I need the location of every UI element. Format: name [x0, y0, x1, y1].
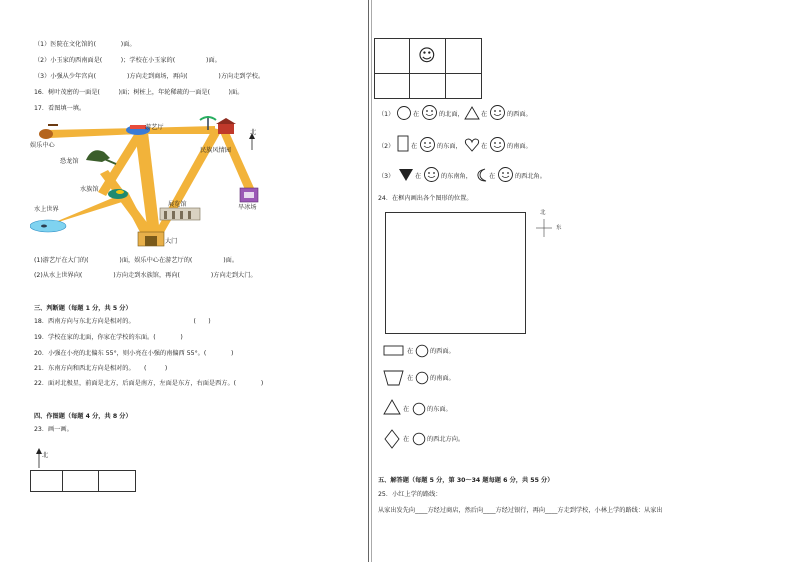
- r3-num: （3）: [378, 173, 395, 180]
- gate-icon: [138, 232, 164, 246]
- circle-icon: [415, 344, 429, 358]
- r3-southeast-of: 的东南角，: [441, 173, 472, 180]
- r3-at2: 在: [489, 173, 496, 180]
- s4-at: 在: [403, 436, 410, 443]
- map-label-arcade: 游艺厅: [145, 124, 164, 131]
- r2-south-of: 的南面。: [507, 143, 532, 150]
- question-21: 21．东南方向和西北方向是相对的。 ( ): [34, 365, 168, 372]
- s3-east-of: 的东面。: [427, 406, 452, 413]
- aquarium-icon: [108, 189, 128, 199]
- dinosaur-icon: [86, 150, 116, 164]
- top-grid-cell[interactable]: [445, 73, 482, 99]
- skating-rink-icon: [240, 188, 258, 202]
- smiley-icon: [423, 166, 440, 183]
- s1-west-of: 的西面。: [430, 348, 455, 355]
- smiley-icon: [419, 136, 436, 153]
- question-17: 17．看图填一填。: [34, 105, 86, 112]
- top-grid-cell[interactable]: [374, 38, 410, 74]
- section-3-title: 三、判断题（每题 1 分，共 5 分）: [34, 305, 132, 312]
- compass-east-label: 东: [556, 225, 562, 231]
- question-15-3: （3）小强从少年宫向( )方向走到商场，再向( )方向走到学校。: [34, 73, 265, 80]
- r2-at2: 在: [481, 143, 488, 150]
- diamond-icon: [384, 429, 400, 449]
- heart-icon: [464, 137, 480, 153]
- question-16: 16．树叶茂密的一面是( )面；树桩上，年轮稀疏的一面是( )面。: [34, 89, 244, 96]
- question-25-text: 从家出发先向____方经过商店，然后向____方经过银行，再向____方走到学校，小林上学的路线：从家出: [378, 507, 663, 514]
- map-label-skating: 旱冰场: [238, 204, 257, 211]
- top-grid-cell[interactable]: [409, 73, 446, 99]
- s2-south-of: 的南面。: [430, 375, 455, 382]
- smiley-icon: ☺: [418, 46, 436, 66]
- rectangle-shape-icon: [383, 345, 405, 357]
- water-world-icon: [30, 220, 66, 232]
- trapezoid-icon: [383, 370, 405, 386]
- question-17-2: (2)从水上世界向( )方向走到水族馆，再向( )方向走到大门。: [34, 272, 257, 279]
- drawing-frame[interactable]: [385, 212, 526, 334]
- question-15-2: （2）小玉家的西南面是( )；学校在小玉家的( )面。: [34, 57, 221, 64]
- map-label-exhibition: 展览馆: [168, 201, 187, 208]
- map-label-dinosaur: 恐龙馆: [60, 158, 79, 165]
- r1-num: （1）: [378, 111, 395, 118]
- q23-grid-cell[interactable]: [98, 470, 136, 492]
- r3-at: 在: [415, 173, 422, 180]
- s1-at: 在: [407, 348, 414, 355]
- q23-grid-cell[interactable]: [30, 470, 63, 492]
- circle-icon: [396, 105, 412, 121]
- circle-icon: [412, 402, 426, 416]
- map-paths: [48, 126, 257, 236]
- compass-north-label: 北: [540, 210, 546, 216]
- r2-east-of: 的东面，: [437, 143, 462, 150]
- smiley-icon: [489, 104, 506, 121]
- map-label-recreation: 娱乐中心: [30, 142, 55, 149]
- map-label-water-world: 水上世界: [34, 206, 59, 213]
- map-north-label: 北: [250, 129, 257, 136]
- crescent-moon-icon: [474, 167, 489, 183]
- question-20: 20．小强在小亮的北偏东 55°，则小亮在小强的南偏西 55°。( ): [34, 350, 234, 357]
- s3-at: 在: [403, 406, 410, 413]
- smiley-icon: [421, 104, 438, 121]
- smiley-icon: [489, 136, 506, 153]
- page-divider-inner: [371, 0, 372, 562]
- q23-north-label: 北: [42, 452, 49, 459]
- question-24: 24．在框内画出各个图形的位置。: [378, 195, 473, 202]
- circle-icon: [415, 371, 429, 385]
- r1-north-of: 的北面，: [439, 111, 464, 118]
- map-label-aquarium: 水族馆: [80, 186, 99, 193]
- down-triangle-icon: [398, 167, 414, 183]
- question-15-1: （1）医院在文化馆的( )面。: [34, 41, 136, 48]
- question-22: 22．面对北极星，前面是北方，后面是南方，左面是东方，右面是西方。( ): [34, 380, 264, 387]
- triangle-icon: [383, 399, 401, 415]
- top-grid-cell[interactable]: [374, 73, 410, 99]
- compass-cross: [535, 215, 555, 237]
- r1-west-of: 的西面。: [507, 111, 532, 118]
- q23-grid-cell[interactable]: [62, 470, 99, 492]
- map-label-gate: 大门: [165, 238, 178, 245]
- map-label-folk-village: 民族风情园: [200, 147, 231, 154]
- question-19: 19．学校在家的北面，你家在学校的东面。( ): [34, 334, 183, 341]
- s2-at: 在: [407, 375, 414, 382]
- page-divider: [368, 0, 369, 562]
- circle-icon: [412, 432, 426, 446]
- triangle-icon: [464, 105, 480, 121]
- r3-northwest-of: 的西北角。: [515, 173, 546, 180]
- section-4-title: 四、作图题（每题 4 分，共 8 分）: [34, 413, 132, 420]
- r2-num: （2）: [378, 143, 395, 150]
- r1-at: 在: [413, 111, 420, 118]
- question-17-1: (1)游艺厅在大门的( )面，娱乐中心在游艺厅的( )面。: [34, 257, 239, 264]
- park-map: [30, 114, 270, 254]
- section-5-title: 五、解答题（每题 5 分，第 30～34 题每题 6 分，共 55 分）: [378, 477, 554, 484]
- top-grid-cell[interactable]: [445, 38, 482, 74]
- question-25: 25．小红上学的路线：: [378, 491, 442, 498]
- r2-at: 在: [411, 143, 418, 150]
- exhibition-hall-icon: [160, 208, 200, 220]
- r1-at2: 在: [481, 111, 488, 118]
- question-23: 23．画一画。: [34, 426, 73, 433]
- rectangle-icon: [396, 135, 410, 153]
- question-18: 18．西南方向与东北方向是相对的。 ( ): [34, 318, 211, 325]
- smiley-icon: [497, 166, 514, 183]
- s4-northwest-of: 的西北方向。: [427, 436, 465, 443]
